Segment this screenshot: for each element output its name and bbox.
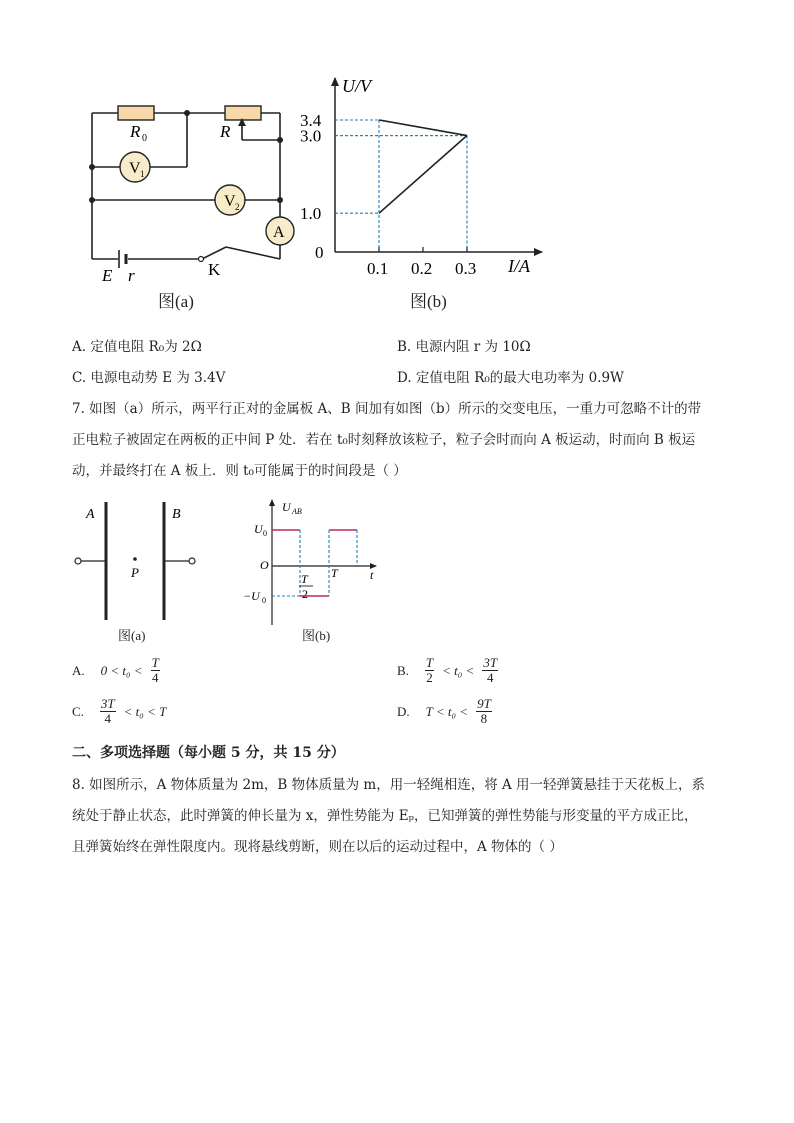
q7-option-c[interactable]: [72, 697, 166, 726]
rheostat-r: [225, 106, 261, 120]
q7-c-post: < t₀ < T: [123, 703, 167, 719]
q7-option-a[interactable]: [72, 656, 162, 685]
v1-sub: 1: [140, 169, 145, 179]
q7-line3: 动，并最终打在 A 板上．则 t₀可能属于的时间段是（ ）: [72, 463, 407, 479]
fig-a-caption: 图(a): [158, 292, 194, 311]
plate-a-label: A: [86, 507, 95, 522]
switch-k-label: K: [208, 260, 221, 279]
t-axis-label: t: [370, 568, 374, 582]
q7-d-pre: T < t₀ <: [425, 703, 469, 719]
section-2-heading: 二、多项选择题（每小题 5 分，共 15 分）: [72, 745, 345, 761]
terminal-b: [189, 558, 195, 564]
q7-fig-a-caption: 图(a): [118, 628, 146, 643]
q7-option-b[interactable]: [397, 656, 500, 685]
q7-c-den: 4: [104, 711, 112, 726]
q7-a-pre: 0 < t₀ <: [100, 662, 143, 678]
q7-b-den2: 4: [486, 670, 494, 685]
x-tick-label-1: 0.2: [411, 259, 433, 278]
r-label: R: [220, 122, 231, 141]
y-tick-label-2: 1.0: [300, 204, 322, 224]
switch-contact: [199, 257, 204, 262]
q7-b-den1: 2: [426, 670, 433, 685]
t-half-den: 2: [302, 587, 308, 601]
r0-label: R: [130, 122, 141, 141]
y-tick-label-1: 3.0: [300, 126, 322, 146]
resistor-r0: [118, 106, 154, 120]
q7-b-num1: T: [425, 655, 434, 670]
u0-sub: 0: [263, 529, 267, 538]
q7-d-den: 8: [480, 711, 488, 726]
q8-line3: 且弹簧始终在弹性限度内。现将悬线剪断，则在以后的运动过程中，A 物体的（ ）: [72, 839, 563, 855]
series-line-V1: [379, 136, 467, 214]
ui-graph-figure-b: [290, 72, 550, 287]
q7-line2: 正电粒子被固定在两板的正中间 P 处．若在 t₀时刻释放该粒子，粒子会时而向 A 板运动，时而向 B 板运: [72, 432, 696, 448]
ammeter-label: A: [273, 224, 285, 241]
fig-b-caption: 图(b): [410, 292, 447, 311]
q7-c-num: 3T: [100, 696, 115, 711]
r0-sub: 0: [142, 133, 147, 144]
y-tick-label-0: 3.4: [300, 111, 322, 130]
y-axis-label: U/V: [342, 76, 371, 96]
neg-u0-label: −U: [243, 589, 260, 603]
origin-label: O: [260, 558, 269, 572]
plate-b-label: B: [172, 507, 181, 522]
q7-fig-b-caption: 图(b): [302, 628, 331, 643]
neg-u0-sub: 0: [262, 596, 266, 605]
t-period-label: T: [331, 566, 338, 580]
q6-option-d[interactable]: D. 定值电阻 R₀的最大电功率为 0.9W: [397, 370, 624, 386]
q7-b-label: B.: [397, 662, 409, 678]
series-line-V2: [379, 120, 467, 136]
e-label: E: [102, 266, 113, 285]
v2-label: V: [224, 193, 236, 210]
internal-r-label: r: [128, 266, 135, 285]
v2-sub: 2: [235, 202, 240, 212]
u-ab-label: U: [282, 500, 291, 514]
x-tick-label-0: 0.1: [367, 259, 389, 278]
q8-line1: 8. 如图所示，A 物体质量为 2m，B 物体质量为 m，用一轻绳相连，将 A 用一轻弹簧悬挂于天花板上，系: [72, 777, 706, 793]
square-wave-figure-b: [240, 495, 390, 625]
q7-d-num: 9T: [477, 696, 491, 711]
q6-option-c[interactable]: C. 电源电动势 E 为 3.4V: [72, 370, 226, 386]
q6-option-b[interactable]: B. 电源内阻 r 为 10Ω: [397, 339, 531, 355]
q7-a-label: A.: [72, 662, 85, 678]
q7-c-label: C.: [72, 703, 84, 719]
q7-a-num: T: [151, 655, 159, 670]
y-tick-label-zero: 0: [315, 243, 324, 262]
circuit-figure-a: [80, 95, 295, 285]
q8-line2: 统处于静止状态，此时弹簧的伸长量为 x，弹性势能为 Eₚ，已知弹簧的弹性势能与形变量的平方成正比，: [72, 808, 698, 824]
q7-b-mid: < t₀ <: [442, 662, 475, 678]
q7-line1: 7. 如图（a）所示，两平行正对的金属板 A、B 间加有如图（b）所示的交变电压，一重力可忽略不计的带: [72, 401, 702, 417]
q7-a-den: 4: [151, 670, 159, 685]
square-wave: [272, 530, 357, 596]
point-p: [133, 557, 137, 561]
terminal-a: [75, 558, 81, 564]
v1-label: V: [129, 160, 141, 177]
plates-figure-a: [70, 500, 220, 625]
q7-b-num2: 3T: [483, 655, 498, 670]
q7-d-label: D.: [397, 703, 410, 719]
u0-label: U: [254, 522, 263, 536]
x-tick-label-2: 0.3: [455, 259, 477, 278]
q6-option-a[interactable]: A. 定值电阻 R₀为 2Ω: [72, 339, 202, 355]
q7-option-d[interactable]: [397, 697, 494, 726]
u-ab-sub: AB: [292, 507, 302, 516]
point-p-label: P: [131, 565, 139, 580]
t-half-num: T: [301, 572, 308, 586]
x-axis-label: I/A: [508, 256, 530, 276]
